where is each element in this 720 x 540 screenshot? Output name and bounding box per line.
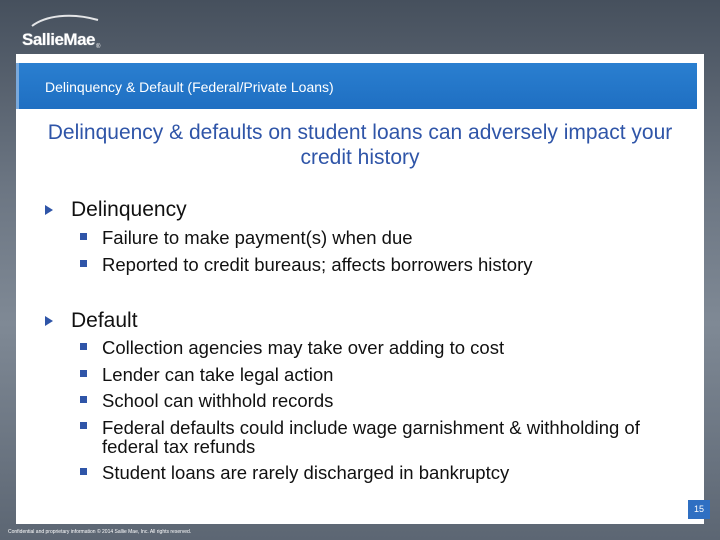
bullet-text: Failure to make payment(s) when due: [102, 227, 413, 248]
bullet-arrow-icon: [45, 316, 53, 326]
page-number: 15: [688, 500, 710, 519]
logo-text: SallieMae: [22, 30, 95, 49]
bullet-arrow-icon: [45, 205, 53, 215]
list-item: [80, 252, 533, 279]
list-item: [80, 388, 640, 415]
title-banner: [19, 63, 697, 109]
default-bullets: [80, 335, 640, 486]
bullet-text: Reported to credit bureaus; affects borrowers history: [102, 253, 533, 275]
bullet-text: Collection agencies may take over adding to cost: [102, 337, 505, 358]
section-default: [45, 309, 138, 333]
square-bullet-icon: [80, 233, 87, 240]
section-label: Delinquency: [71, 198, 187, 221]
list-item: [80, 335, 640, 362]
list-item: [80, 460, 640, 487]
slide-headline: Delinquency & defaults on student loans can adversely impact your credit history: [47, 121, 673, 169]
bullet-text: Student loans are rarely discharged in bankruptcy: [102, 461, 510, 483]
logo-trademark: ®: [96, 44, 101, 50]
banner-title: Delinquency & Default (Federal/Private Loans): [45, 79, 334, 95]
footer-text: Confidential and proprietary information © 2014 Sallie Mae, Inc. All rights reserved.: [8, 529, 192, 535]
square-bullet-icon: [80, 370, 87, 377]
sallie-mae-logo: [22, 14, 100, 50]
bullet-text: School can withhold records: [102, 390, 334, 411]
square-bullet-icon: [80, 396, 87, 403]
delinquency-bullets: [80, 225, 533, 278]
square-bullet-icon: [80, 343, 87, 350]
square-bullet-icon: [80, 422, 87, 429]
square-bullet-icon: [80, 468, 87, 475]
bullet-text: Federal defaults could include wage garnishment & withholding of federal tax refunds: [102, 416, 640, 457]
footer: [0, 524, 720, 540]
logo-swoosh-icon: [30, 14, 100, 28]
list-item: [80, 362, 640, 389]
square-bullet-icon: [80, 260, 87, 267]
section-delinquency: [45, 198, 187, 222]
list-item: [80, 415, 640, 460]
list-item: [80, 225, 533, 252]
bullet-text: Lender can take legal action: [102, 363, 334, 385]
section-label: Default: [71, 309, 138, 332]
